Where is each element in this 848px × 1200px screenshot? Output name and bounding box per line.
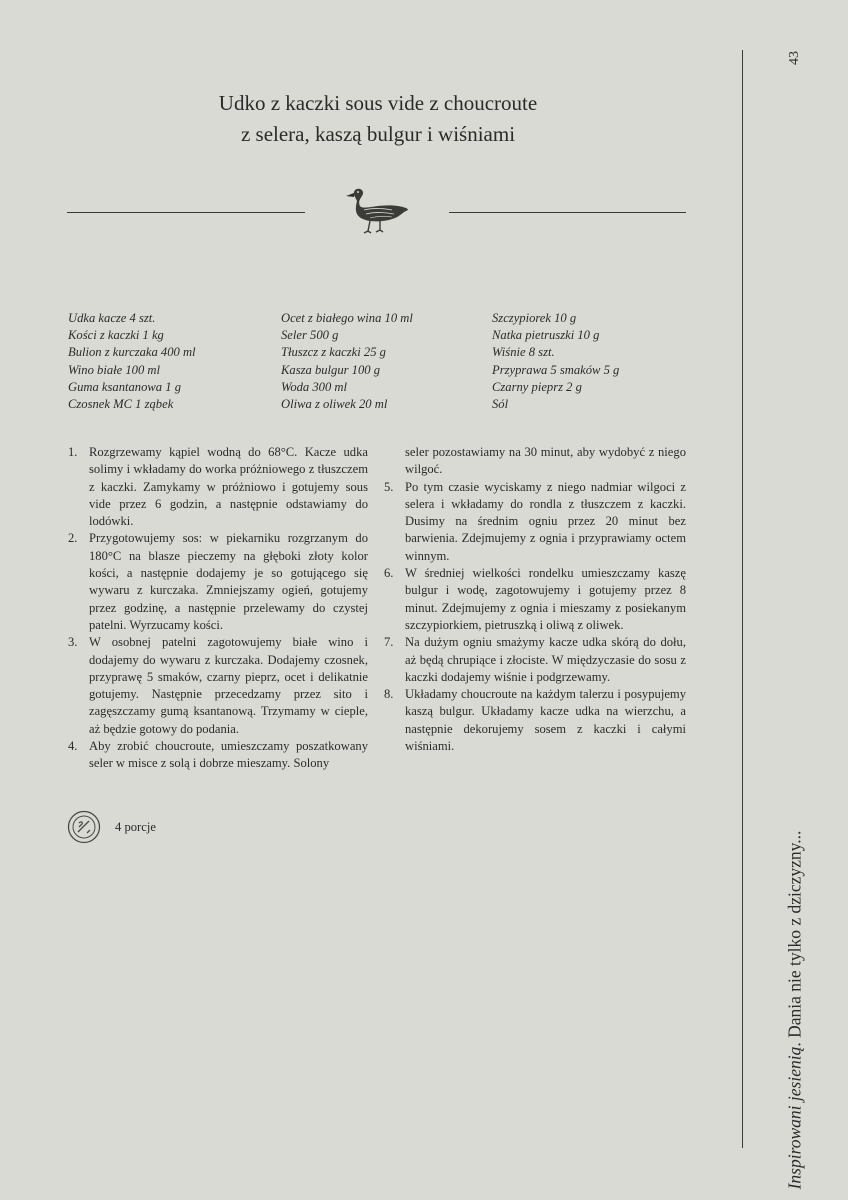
running-header-italic: Inspirowani jesienią xyxy=(784,1046,805,1190)
step-number: 8. xyxy=(384,687,394,702)
title-line-2: z selera, kaszą bulgur i wiśniami xyxy=(240,122,516,146)
ingredients-column-3 xyxy=(492,310,619,413)
recipe-title xyxy=(70,88,686,150)
step-number: 2. xyxy=(68,531,78,546)
ingredients-column-2 xyxy=(281,310,413,413)
step-number: 7. xyxy=(384,635,394,650)
ingredient-item: Oliwa z oliwek 20 ml xyxy=(281,397,388,412)
instructions-column-1 xyxy=(68,444,368,773)
step-number: 1. xyxy=(68,445,78,459)
step-number: 3. xyxy=(68,635,78,650)
ingredient-item: Szczypiorek 10 g xyxy=(492,311,577,325)
instruction-step xyxy=(384,634,686,686)
page-number: 43 xyxy=(787,51,802,65)
ingredient-item: Wino białe 100 ml xyxy=(68,362,160,377)
margin-rule xyxy=(742,50,743,1148)
ingredient-item: Natka pietruszki 10 g xyxy=(492,328,600,343)
step-text: W osobnej patelni zagotowujemy białe wino i dodajemy do wywaru z kurczaka. Dodajemy czosnek, przyprawę 5 smaków, czarny pieprz, ocet i delikatnie gotujemy. Następnie przecedzamy przez sito i zagęszczamy gumą ksantanową. Trzymamy w cieple, aż będzie gotowy do podania. xyxy=(89,635,368,736)
ingredient-item: Tłuszcz z kaczki 25 g xyxy=(281,345,386,360)
ingredient-item: Guma ksantanowa 1 g xyxy=(68,379,181,394)
servings-label: 4 porcje xyxy=(115,820,156,834)
instruction-step xyxy=(68,738,368,773)
ingredient-item: Czarny pieprz 2 g xyxy=(492,379,582,394)
instruction-step xyxy=(68,634,368,738)
instructions-column-2 xyxy=(384,444,686,755)
step-text: Przygotowujemy sos: w piekarniku rozgrzanym do 180°C na blasze pieczemy na głęboki złoty kolor kości, a następnie dodajemy je so gotującego się wywaru z kurczaka. Zmniejszamy ogień, gotujemy przez godzinę, a następnie przelewamy do czystej patelni. Wyrzucamy kości. xyxy=(89,531,368,632)
plate-icon xyxy=(67,810,101,844)
step-number: 5. xyxy=(384,479,394,494)
step-text: W średniej wielkości rondelku umieszczamy kaszę bulgur i wodę, zagotowujemy i gotujemy przez 8 minut. Zdejmujemy z ognia i mieszamy z posiekanym szczypiorkiem, pietruszką i oliwą z oliwek. xyxy=(405,566,686,632)
title-line-1: Udko z kaczki sous vide z choucroute xyxy=(218,91,538,115)
ingredient-item: Woda 300 ml xyxy=(281,379,348,394)
instruction-step xyxy=(384,479,686,565)
step-continuation: seler pozostawiamy na 30 minut, aby wydobyć z niego wilgoć. xyxy=(405,445,686,477)
ingredient-item: Udka kacze 4 szt. xyxy=(68,311,156,325)
ingredient-item: Bulion z kurczaka 400 ml xyxy=(68,345,196,360)
duck-icon xyxy=(340,183,412,239)
step-text: Aby zrobić choucroute, umieszczamy poszatkowany seler w misce z solą i dobrze mieszamy. Solony xyxy=(89,739,368,771)
step-text: Rozgrzewamy kąpiel wodną do 68°C. Kacze udka solimy i wkładamy do worka próżniowego z tłuszczem z kaczki. Zamykamy w próżniowo i gotujemy sous vide przez 6 godzin, a następnie odstawiamy do lodówki. xyxy=(89,445,368,529)
running-header-regular: . Dania nie tylko z dziczyzny... xyxy=(784,830,805,1047)
instruction-step xyxy=(384,686,686,755)
ingredient-item: Czosnek MC 1 ząbek xyxy=(68,397,174,412)
step-text: Po tym czasie wyciskamy z niego nadmiar wilgoci z selera i wkładamy do rondla z tłuszczem z kaczki. Dusimy na średnim ogniu przez 20 minut bez barwienia. Zdejmujemy z ognia i przyprawiamy octem winnym. xyxy=(405,479,686,563)
ingredient-item: Wiśnie 8 szt. xyxy=(492,345,555,360)
step-number: 6. xyxy=(384,566,394,581)
ingredient-item: Przyprawa 5 smaków 5 g xyxy=(492,362,620,377)
instruction-step xyxy=(68,530,368,634)
step-number: 4. xyxy=(68,739,78,754)
ingredient-item: Sól xyxy=(492,397,509,412)
instruction-step xyxy=(68,444,368,530)
ingredient-item: Kości z kaczki 1 kg xyxy=(68,328,164,343)
ingredient-item: Ocet z białego wina 10 ml xyxy=(281,311,413,325)
divider-left xyxy=(67,212,305,213)
running-header xyxy=(785,831,806,1190)
ingredients-column-1 xyxy=(68,310,196,413)
divider-right xyxy=(449,212,686,213)
step-text: Układamy choucroute na każdym talerzu i posypujemy kaszą bulgur. Układamy kacze udka na wierzchu, a następnie dekorujemy sosem z kaczki i całymi wiśniami. xyxy=(405,687,686,754)
ingredient-item: Seler 500 g xyxy=(281,328,339,343)
ingredient-item: Kasza bulgur 100 g xyxy=(281,362,381,377)
step-text: Na dużym ogniu smażymy kacze udka skórą do dołu, aż będą chrupiące i złociste. W międzyczasie do sosu z kaczki dodajemy wiśnie i podgrzewamy. xyxy=(405,635,686,684)
instruction-step xyxy=(384,565,686,634)
